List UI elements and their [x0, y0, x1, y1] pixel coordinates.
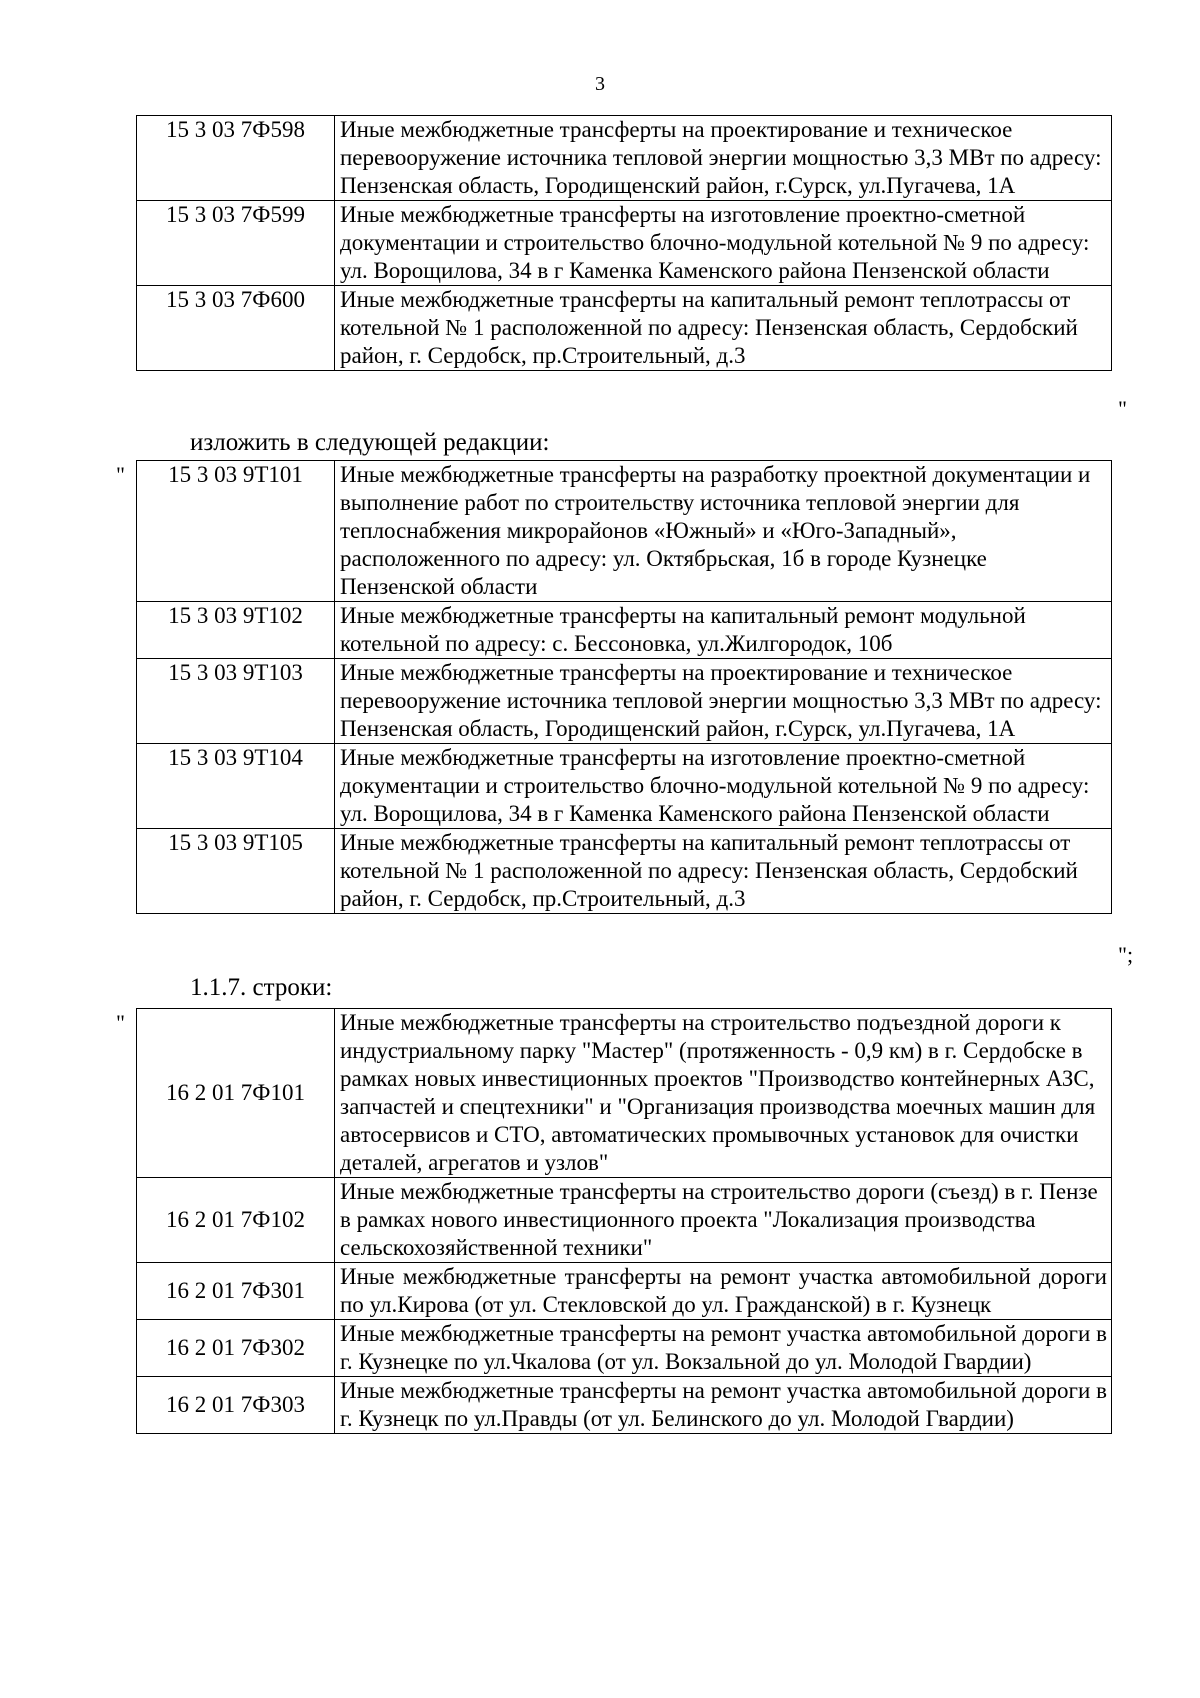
row-code: 15 3 03 9Т103	[137, 659, 335, 744]
row-description: Иные межбюджетные трансферты на капитальный ремонт теплотрассы от котельной № 1 расположенной по адресу: Пензенская область, Сердобский район, г. Сердобск, пр.Строительный, д.3	[335, 829, 1112, 914]
row-description: Иные межбюджетные трансферты на ремонт участка автомобильной дороги в г. Кузнецке по ул.Чкалова (от ул. Вокзальной до ул. Молодой Гвардии)	[335, 1320, 1112, 1377]
row-description: Иные межбюджетные трансферты на ремонт участка автомобильной дороги в г. Кузнецк по ул.Правды (от ул. Белинского до ул. Молодой Гвардии)	[335, 1377, 1112, 1434]
closing-quote: "	[1118, 396, 1127, 421]
row-description: Иные межбюджетные трансферты на разработку проектной документации и выполнение работ по строительству источника тепловой энергии для теплоснабжения микрорайонов «Южный» и «Юго-Западный», расположенного по адресу: ул. Октябрьская, 1б в городе Кузнецке Пензенской области	[335, 461, 1112, 602]
row-code: 16 2 01 7Ф101	[137, 1009, 335, 1178]
row-description: Иные межбюджетные трансферты на капитальный ремонт теплотрассы от котельной № 1 расположенной по адресу: Пензенская область, Сердобский район, г. Сердобск, пр.Строительный, д.3	[335, 286, 1112, 371]
page-number: 3	[595, 73, 605, 95]
table-row	[137, 602, 1112, 659]
table-row	[137, 659, 1112, 744]
table-row	[137, 1377, 1112, 1434]
table-row	[137, 1009, 1112, 1178]
table-row	[137, 201, 1112, 286]
row-description: Иные межбюджетные трансферты на капитальный ремонт модульной котельной по адресу: с. Бессоновка, ул.Жилгородок, 10б	[335, 602, 1112, 659]
row-code: 15 3 03 9Т104	[137, 744, 335, 829]
row-description: Иные межбюджетные трансферты на изготовление проектно-сметной документации и строительство блочно-модульной котельной № 9 по адресу: ул. Ворощилова, 34 в г Каменка Каменского района Пензенской области	[335, 201, 1112, 286]
table-row	[137, 1320, 1112, 1377]
row-code: 16 2 01 7Ф301	[137, 1263, 335, 1320]
row-code: 15 3 03 7Ф598	[137, 116, 335, 201]
table-row	[137, 461, 1112, 602]
table-row	[137, 744, 1112, 829]
opening-quote: "	[116, 1010, 125, 1035]
row-code: 15 3 03 9Т105	[137, 829, 335, 914]
subsection-heading: 1.1.7. строки:	[190, 974, 333, 1001]
row-description: Иные межбюджетные трансферты на строительство подъездной дороги к индустриальному парку "Мастер" (протяженность - 0,9 км) в г. Сердобске в рамках новых инвестиционных проектов "Производство контейнерных АЗС, запчастей и спецтехники" и "Организация производства моечных машин для автосервисов и СТО, автоматических промывочных установок для очистки деталей, агрегатов и узлов"	[335, 1009, 1112, 1178]
row-code: 15 3 03 7Ф599	[137, 201, 335, 286]
opening-quote: "	[116, 462, 125, 487]
row-description: Иные межбюджетные трансферты на изготовление проектно-сметной документации и строительство блочно-модульной котельной № 9 по адресу: ул. Ворощилова, 34 в г Каменка Каменского района Пензенской области	[335, 744, 1112, 829]
row-code: 16 2 01 7Ф102	[137, 1178, 335, 1263]
table-row	[137, 1263, 1112, 1320]
row-code: 15 3 03 9Т102	[137, 602, 335, 659]
table-row	[137, 1178, 1112, 1263]
row-code: 15 3 03 9Т101	[137, 461, 335, 602]
old-rows-table	[136, 115, 1112, 371]
closing-quote: ";	[1118, 942, 1134, 967]
row-description: Иные межбюджетные трансферты на проектирование и техническое перевооружение источника тепловой энергии мощностью 3,3 МВт по адресу: Пензенская область, Городищенский район, г.Сурск, ул.Пугачева, 1А	[335, 659, 1112, 744]
row-description: Иные межбюджетные трансферты на ремонт участка автомобильной дороги по ул.Кирова (от ул. Стекловской до ул. Гражданской) в г. Кузнецк	[335, 1263, 1112, 1320]
table-row	[137, 829, 1112, 914]
row-description: Иные межбюджетные трансферты на строительство дороги (съезд) в г. Пензе в рамках нового инвестиционного проекта "Локализация производства сельскохозяйственной техники"	[335, 1178, 1112, 1263]
row-code: 16 2 01 7Ф303	[137, 1377, 335, 1434]
row-code: 15 3 03 7Ф600	[137, 286, 335, 371]
row-description: Иные межбюджетные трансферты на проектирование и техническое перевооружение источника тепловой энергии мощностью 3,3 МВт по адресу: Пензенская область, Городищенский район, г.Сурск, ул.Пугачева, 1А	[335, 116, 1112, 201]
intro-instruction: изложить в следующей редакции:	[190, 429, 550, 456]
new-rows-table	[136, 460, 1112, 914]
road-rows-table	[136, 1008, 1112, 1434]
table-row	[137, 116, 1112, 201]
row-code: 16 2 01 7Ф302	[137, 1320, 335, 1377]
table-row	[137, 286, 1112, 371]
